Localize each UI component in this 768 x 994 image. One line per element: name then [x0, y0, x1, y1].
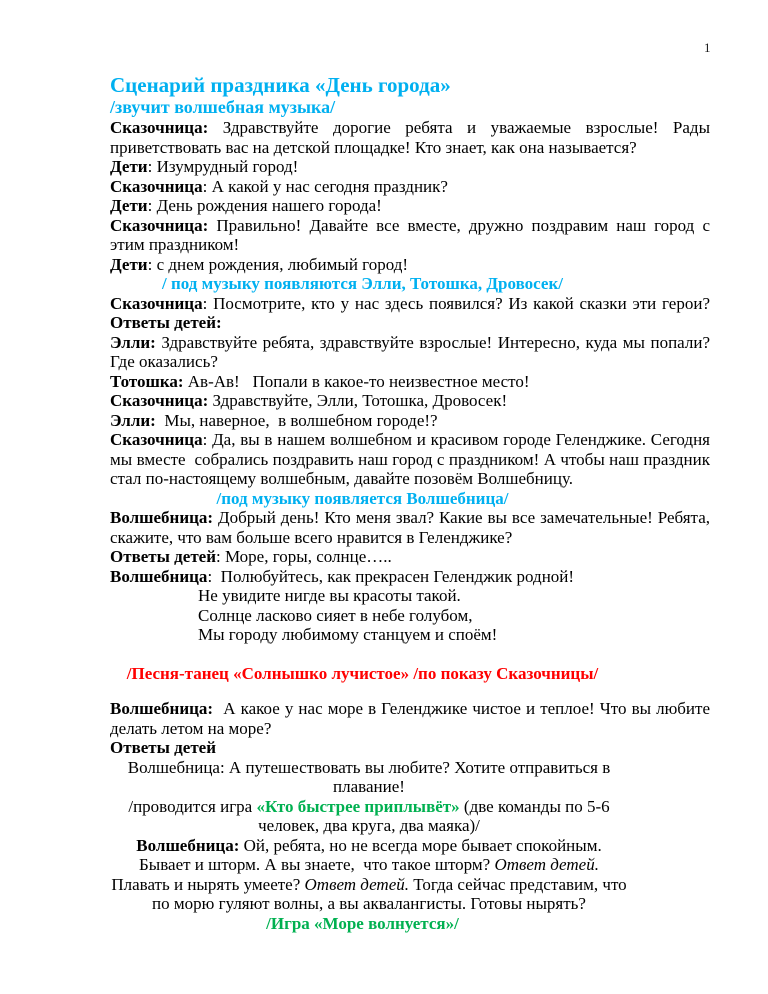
dialogue-deti	[110, 196, 710, 216]
dialogue-skazochnitsa	[110, 294, 710, 333]
text-run: Мы городу любимому станцуем и споём!	[198, 625, 498, 644]
text-run: Ответ детей.	[494, 855, 599, 874]
text-run: Тогда сейчас представим, что по морю гуляют волны, а вы аквалангисты. Готовы нырять?	[152, 874, 631, 913]
text-run: «Кто быстрее приплывёт»	[256, 796, 460, 816]
text-run: Ответы детей	[110, 547, 217, 566]
text-run: Сказочница:	[110, 118, 223, 137]
dialogue-deti	[110, 157, 710, 177]
stage-direction-music	[110, 97, 710, 118]
game-direction	[110, 797, 628, 836]
text-run: Волшебница:	[110, 699, 214, 718]
game-direction	[110, 914, 615, 934]
text-run: Сказочница	[110, 176, 203, 196]
text-run: Здравствуйте дорогие ребята и уважаемые взрослые! Рады приветствовать вас на детской площадке! Кто знает, как она называется?	[110, 118, 715, 157]
text-run: Сказочница	[110, 293, 203, 313]
text-run: / под музыку появляются Элли, Тотошка, Дровосек/	[162, 274, 563, 293]
poem-line	[110, 586, 710, 606]
dialogue-otvety	[110, 547, 710, 567]
dialogue-volshebnitsa	[110, 508, 715, 547]
text-run: Правильно! Давайте все вместе, дружно поздравим наш город с этим праздником!	[110, 215, 715, 254]
text-run: Мы, наверное, в волшебном городе!?	[155, 410, 438, 430]
document-title	[110, 74, 710, 97]
page-number: 1	[704, 40, 711, 55]
text-run: Плавать и нырять умеете?	[111, 855, 604, 894]
dialogue-skazochnitsa	[110, 177, 710, 197]
text-run: Ав-Ав! Попали в какое-то неизвестное место!	[183, 371, 530, 391]
dialogue-deti	[110, 255, 710, 275]
text-run: (две команды по 5-6 человек, два круга, два маяка)/	[258, 796, 614, 835]
text-run: Ответ детей.	[304, 874, 409, 894]
dialogue-elli	[110, 411, 710, 431]
poem-line	[110, 625, 710, 645]
poem-line	[110, 606, 710, 626]
dialogue-otvety	[110, 738, 710, 758]
text-run: Тотошка:	[110, 371, 184, 391]
dialogue-volshebnitsa	[110, 567, 710, 587]
text-run: Сказочница	[110, 430, 203, 449]
text-run: Элли:	[110, 410, 156, 430]
document-body	[110, 73, 715, 933]
text-run: /проводится игра	[128, 796, 257, 816]
text-run: Добрый день! Кто меня звал? Какие вы все замечательные! Ребята, скажите, что вам больше всего нравится в Геленджике?	[110, 508, 715, 547]
text-run: : День рождения нашего города!	[147, 196, 382, 215]
text-run: : Посмотрите, кто у нас здесь появился? Из какой сказки эти герои?	[202, 293, 710, 313]
text-run: : А какой у нас сегодня праздник?	[202, 176, 448, 196]
dialogue-skazochnitsa	[110, 118, 715, 157]
text-run: Солнце ласково сияет в небе голубом,	[198, 605, 473, 625]
text-run: : Полюбуйтесь, как прекрасен Геленджик родной!	[207, 566, 575, 586]
dialogue-skazochnitsa	[110, 215, 715, 255]
dialogue-volshebnitsa	[110, 835, 631, 914]
text-run: /Песня-танец «Солнышко лучистое» /по показу Сказочницы/	[126, 663, 599, 683]
text-run: Элли:	[110, 332, 156, 352]
text-run: Волшебница	[110, 566, 208, 586]
text-run: Волшебница: А путешествовать вы любите? Хотите отправиться в плавание!	[127, 757, 615, 796]
text-run: : с днем рождения, любимый город!	[147, 254, 409, 274]
dialogue-elli	[110, 332, 715, 372]
text-run: Ответы детей:	[110, 313, 222, 332]
text-run: Сказочница:	[110, 391, 209, 410]
text-run: /под музыку появляется Волшебница/	[216, 488, 509, 508]
stage-direction-song	[110, 664, 615, 684]
text-run: Волшебница:	[110, 508, 214, 527]
stage-direction-volshebnitsa	[110, 489, 615, 509]
blank-line	[110, 645, 710, 664]
text-run: Ответы детей	[110, 738, 217, 757]
dialogue-skazochnitsa	[110, 430, 715, 489]
text-run: Волшебница:	[136, 835, 240, 855]
dialogue-skazochnitsa	[110, 391, 710, 411]
text-run: /Игра «Море волнуется»/	[266, 913, 459, 933]
text-run: Здравствуйте, Элли, Тотошка, Дровосек!	[208, 391, 508, 410]
dialogue-volshebnitsa	[110, 699, 715, 738]
text-run: /звучит волшебная музыка/	[110, 97, 336, 117]
text-run: : Изумрудный город!	[147, 157, 299, 176]
dialogue-volshebnitsa	[110, 758, 628, 797]
text-run: Дети	[110, 157, 148, 176]
blank-line	[110, 683, 710, 699]
text-run: Дети	[110, 254, 148, 274]
text-run: А какое у нас море в Геленджике чистое и теплое! Что вы любите делать летом на море?	[110, 699, 715, 738]
dialogue-totoshka	[110, 372, 710, 392]
text-run: : Море, горы, солнце…..	[216, 547, 392, 566]
text-run: : Да, вы в нашем волшебном и красивом городе Геленджике. Сегодня мы вместе собрались поздравить наш город с праздником! А чтобы наш праздник стал по-настоящему волшебным, давайте позовём Волшебницу.	[110, 430, 715, 488]
text-run: Ой, ребята, но не всегда море бывает спокойным. Бывает и шторм. А вы знаете, что такое шторм?	[139, 835, 606, 874]
stage-direction-heroes	[110, 274, 615, 294]
text-run: Сценарий праздника «День города»	[110, 73, 451, 97]
text-run: Здравствуйте ребята, здравствуйте взрослые! Интересно, куда мы попали? Где оказались?	[110, 332, 715, 371]
text-run: Не увидите нигде вы красоты такой.	[198, 586, 461, 605]
text-run: Сказочница:	[110, 215, 209, 235]
text-run: Дети	[110, 196, 148, 215]
